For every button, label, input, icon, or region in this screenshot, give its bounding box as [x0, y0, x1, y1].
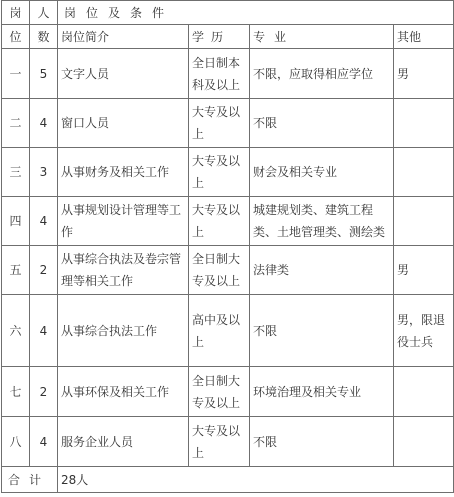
header-major: 专业 — [250, 25, 394, 49]
position-desc: 从事综合执法工作 — [58, 295, 189, 367]
position-count: 2 — [30, 246, 58, 295]
position-desc: 从事财务及相关工作 — [58, 148, 189, 197]
position-id: 八 — [2, 417, 30, 467]
position-desc: 窗口人员 — [58, 99, 189, 148]
total-value: 28人 — [58, 467, 454, 493]
table-row — [2, 246, 454, 295]
position-count: 5 — [30, 49, 58, 99]
position-id: 七 — [2, 367, 30, 417]
total-label: 合计 — [2, 467, 58, 493]
position-education: 高中及以上 — [189, 295, 250, 367]
position-education: 大专及以上 — [189, 197, 250, 246]
position-major: 环境治理及相关专业 — [250, 367, 394, 417]
table-row — [2, 99, 454, 148]
position-count: 3 — [30, 148, 58, 197]
position-id: 四 — [2, 197, 30, 246]
position-other: 男，限退役士兵 — [394, 295, 454, 367]
header-row-top — [2, 1, 454, 25]
position-id: 一 — [2, 49, 30, 99]
position-id: 三 — [2, 148, 30, 197]
position-other: 男 — [394, 49, 454, 99]
position-major: 城建规划类、建筑工程类、土地管理类、测绘类 — [250, 197, 394, 246]
position-count: 4 — [30, 295, 58, 367]
position-desc: 从事规划设计管理等工作 — [58, 197, 189, 246]
position-count: 4 — [30, 197, 58, 246]
position-desc: 文字人员 — [58, 49, 189, 99]
header-count-bottom: 数 — [30, 25, 58, 49]
position-major: 不限 — [250, 99, 394, 148]
position-count: 4 — [30, 417, 58, 467]
header-position-top: 岗 — [2, 1, 30, 25]
position-desc: 从事环保及相关工作 — [58, 367, 189, 417]
total-row — [2, 467, 454, 493]
position-id: 二 — [2, 99, 30, 148]
position-count: 2 — [30, 367, 58, 417]
position-other: 男 — [394, 246, 454, 295]
position-major: 财会及相关专业 — [250, 148, 394, 197]
position-desc: 从事综合执法及卷宗管理等相关工作 — [58, 246, 189, 295]
position-major: 不限 — [250, 295, 394, 367]
header-group-title: 岗位及条件 — [58, 1, 454, 25]
position-id: 五 — [2, 246, 30, 295]
position-education: 全日制大专及以上 — [189, 246, 250, 295]
position-other — [394, 197, 454, 246]
header-position-bottom: 位 — [2, 25, 30, 49]
position-other — [394, 99, 454, 148]
position-count: 4 — [30, 99, 58, 148]
position-major: 不限，应取得相应学位 — [250, 49, 394, 99]
position-desc: 服务企业人员 — [58, 417, 189, 467]
header-other: 其他 — [394, 25, 454, 49]
position-requirements-table — [1, 0, 454, 493]
table-row — [2, 197, 454, 246]
position-education: 大专及以上 — [189, 148, 250, 197]
table-row — [2, 49, 454, 99]
position-education: 全日制本科及以上 — [189, 49, 250, 99]
table-row — [2, 148, 454, 197]
position-major: 法律类 — [250, 246, 394, 295]
header-row-bottom — [2, 25, 454, 49]
table-row — [2, 295, 454, 367]
position-other — [394, 417, 454, 467]
header-count-top: 人 — [30, 1, 58, 25]
table-row — [2, 417, 454, 467]
header-education: 学历 — [189, 25, 250, 49]
position-education: 大专及以上 — [189, 99, 250, 148]
position-id: 六 — [2, 295, 30, 367]
position-other — [394, 367, 454, 417]
position-other — [394, 148, 454, 197]
header-position-desc: 岗位简介 — [58, 25, 189, 49]
position-education: 大专及以上 — [189, 417, 250, 467]
position-major: 不限 — [250, 417, 394, 467]
position-education: 全日制大专及以上 — [189, 367, 250, 417]
table-row — [2, 367, 454, 417]
